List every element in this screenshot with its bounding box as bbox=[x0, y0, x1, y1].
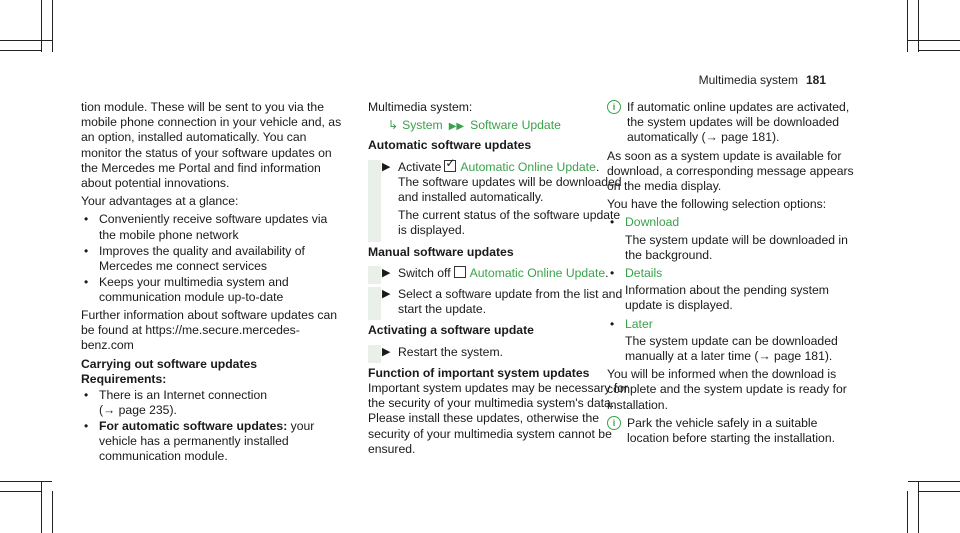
step-arrow-icon: ▶ bbox=[382, 288, 391, 301]
note-text: Park the vehicle safely in a suitable location before starting the installation. bbox=[627, 415, 835, 446]
list-item: • Improves the quality and availability of Mercedes me connect services bbox=[81, 244, 347, 274]
requirement-text: your vehicle has a permanently installed communication module. bbox=[99, 419, 315, 464]
menu-label: Multimedia system: bbox=[368, 100, 473, 114]
note bbox=[607, 100, 857, 146]
auto-updates-heading: Automatic software updates bbox=[368, 138, 532, 153]
step-bar bbox=[368, 266, 381, 284]
crop-mark bbox=[918, 491, 960, 492]
step-result: The current status of the software update is displayed. bbox=[398, 208, 621, 238]
crop-mark bbox=[0, 481, 52, 482]
manual-updates-heading: Manual software updates bbox=[368, 244, 514, 259]
function-heading: Function of important system updates bbox=[368, 365, 590, 380]
crop-mark bbox=[908, 481, 960, 482]
crop-mark bbox=[908, 40, 960, 41]
crop-mark bbox=[52, 0, 53, 52]
option-details: Details bbox=[625, 266, 663, 281]
note-text: If automatic online updates are activated, the system updates will be downloaded automatically (→ page 181). bbox=[627, 100, 850, 145]
section-heading: Carrying out software updates bbox=[81, 357, 258, 372]
further-info: Further information about software updates can be found at https://me.secure.mercedes-benz.com bbox=[81, 307, 338, 353]
step-arrow-icon: ▶ bbox=[382, 160, 391, 173]
option-description: The system update can be downloaded manually at a later time (→ page 181). bbox=[625, 333, 838, 364]
paragraph: You have the following selection options: bbox=[607, 197, 827, 212]
paragraph: As soon as a system update is available for download, a corresponding message appears on the media display. bbox=[607, 148, 854, 194]
double-chevron-icon: ▶▶ bbox=[448, 121, 465, 133]
checkbox-unchecked-icon bbox=[454, 266, 466, 278]
step-text: Switch off bbox=[398, 265, 451, 280]
list-item: • Conveniently receive software updates via the mobile phone network bbox=[81, 212, 347, 242]
requirement-bold: For automatic software updates: bbox=[99, 419, 288, 434]
page-reference: (→ page 235). bbox=[99, 402, 177, 417]
step-text: Select a software update from the list and start the update. bbox=[398, 287, 623, 317]
enter-arrow-icon: ↳ bbox=[388, 118, 399, 133]
options-list bbox=[607, 266, 857, 281]
page-header bbox=[699, 73, 826, 87]
info-icon: i bbox=[607, 100, 621, 114]
requirements-heading: Requirements: bbox=[81, 372, 167, 387]
note bbox=[607, 416, 857, 446]
crop-mark bbox=[0, 40, 52, 41]
instruction-step bbox=[368, 266, 630, 281]
step-arrow-icon: ▶ bbox=[382, 345, 391, 358]
option-download: Download bbox=[625, 215, 680, 230]
crop-mark bbox=[918, 50, 960, 51]
instruction-step bbox=[368, 345, 630, 360]
step-result: The software updates will be downloaded and installed automatically. bbox=[398, 174, 622, 205]
column-1 bbox=[81, 100, 347, 467]
step-text: Restart the system. bbox=[398, 344, 503, 359]
crop-mark bbox=[41, 0, 42, 52]
page-number: 181 bbox=[805, 73, 826, 87]
crop-mark bbox=[918, 481, 919, 533]
step-bar bbox=[368, 287, 381, 320]
crop-mark bbox=[41, 481, 42, 533]
list-item bbox=[81, 419, 347, 465]
info-icon: i bbox=[607, 416, 621, 430]
option-description: Information about the pending system update is displayed. bbox=[625, 283, 829, 313]
crop-mark bbox=[0, 491, 42, 492]
option-later: Later bbox=[625, 316, 653, 331]
crop-mark bbox=[52, 491, 53, 533]
checkbox-checked-icon bbox=[444, 160, 456, 172]
step-bar bbox=[368, 160, 381, 242]
instruction-step bbox=[368, 160, 630, 239]
list-item bbox=[607, 317, 857, 332]
option-description: The system update will be downloaded in the background. bbox=[625, 232, 848, 262]
column-2 bbox=[368, 100, 630, 460]
list-item bbox=[607, 266, 857, 281]
intro-paragraph: tion module. These will be sent to you via the mobile phone connection in your vehicle and, as an option, installed automatically. You can monitor the status of your software updates on the Mercedes me Portal and find information about potential innovations. bbox=[81, 100, 342, 191]
option-automatic-online-update: Automatic Online Update bbox=[460, 159, 596, 174]
crop-mark bbox=[918, 0, 919, 52]
crop-mark bbox=[0, 50, 42, 51]
requirement-text: There is an Internet connection bbox=[99, 387, 268, 402]
menu-path-system: System bbox=[402, 118, 443, 133]
crop-mark bbox=[907, 491, 908, 533]
options-list bbox=[607, 215, 857, 230]
menu-path bbox=[368, 118, 630, 134]
requirements-list bbox=[81, 388, 347, 465]
paragraph: You will be informed when the download is complete and the system update is ready for installation. bbox=[607, 367, 847, 412]
step-arrow-icon: ▶ bbox=[382, 266, 391, 279]
advantages-list bbox=[81, 212, 347, 305]
option-automatic-online-update: Automatic Online Update bbox=[469, 265, 606, 280]
step-text: . bbox=[595, 159, 600, 174]
function-text: Important system updates may be necessary for the security of your multimedia system's data. Please install these updates, otherwise the security of your multimedia system cannot be ensured. bbox=[368, 381, 629, 456]
advantages-title: Your advantages at a glance: bbox=[81, 194, 239, 209]
activating-heading: Activating a software update bbox=[368, 323, 534, 338]
list-item bbox=[81, 388, 347, 418]
options-list bbox=[607, 317, 857, 332]
list-item: • Keeps your multimedia system and communication module up-to-date bbox=[81, 275, 347, 305]
step-bar bbox=[368, 345, 381, 363]
list-item bbox=[607, 215, 857, 230]
step-text: Activate bbox=[398, 159, 442, 174]
crop-mark bbox=[907, 0, 908, 52]
column-3 bbox=[607, 100, 857, 449]
section-title: Multimedia system bbox=[698, 73, 798, 87]
step-text: . bbox=[605, 265, 609, 280]
instruction-step bbox=[368, 287, 630, 317]
menu-path-software-update: Software Update bbox=[470, 118, 561, 133]
